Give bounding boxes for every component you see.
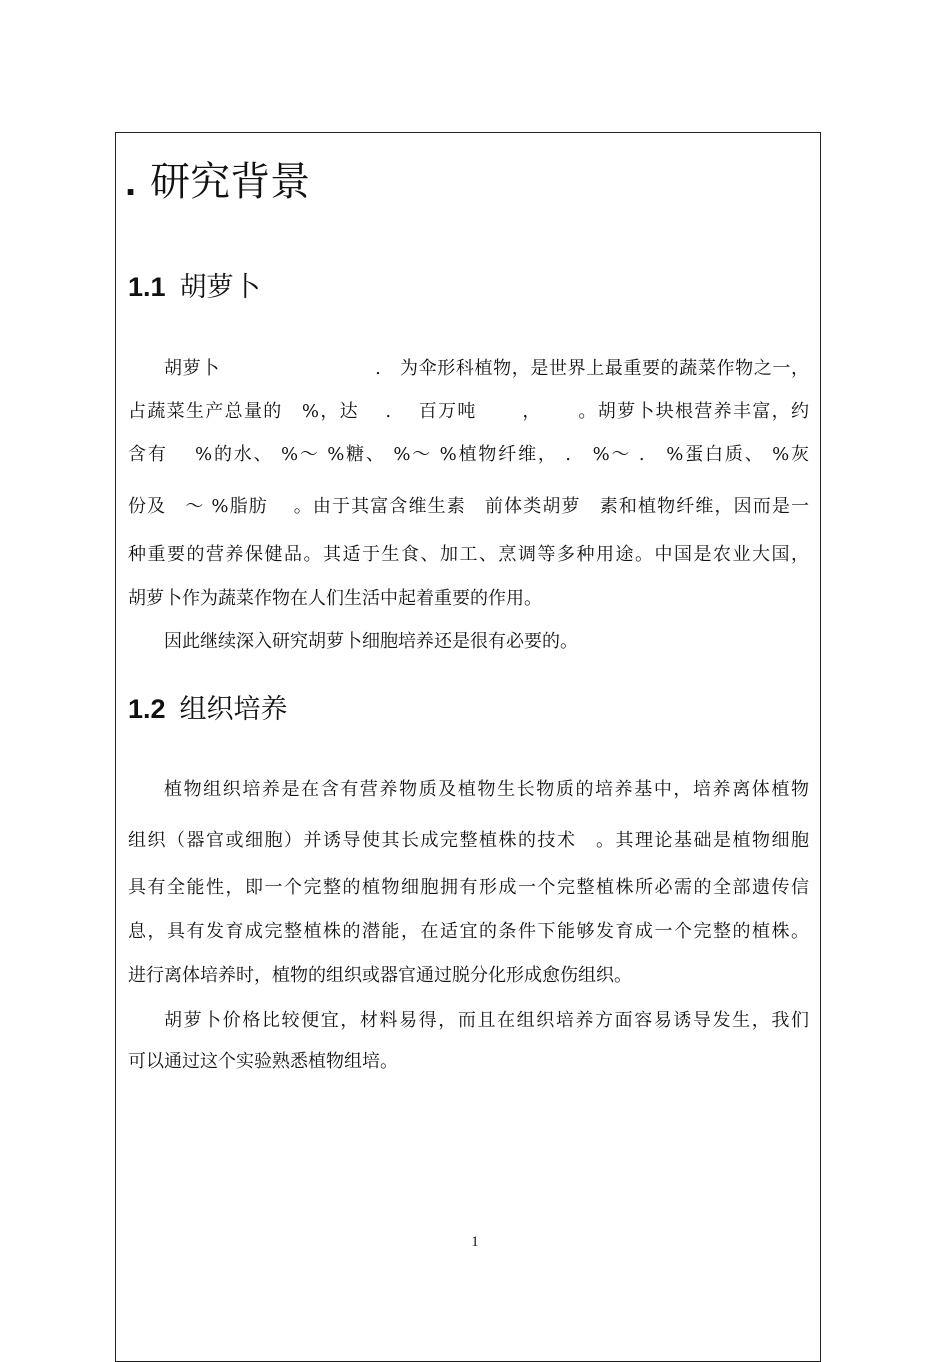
paragraph-line: 因此继续深入研究胡萝卜细胞培养还是很有必要的。 — [164, 631, 578, 652]
paragraph-line: 组织（器官或细胞）并诱导使其长成完整植株的技术 。其理论基础是植物细胞 — [128, 830, 809, 851]
paragraph-line: 可以通过这个实验熟悉植物组培。 — [128, 1051, 398, 1072]
paragraph-line: 具有全能性，即一个完整的植物细胞拥有形成一个完整植株所必需的全部遗传信 — [128, 877, 809, 898]
paragraph-line: 胡萝卜 . 为伞形科植物，是世界上最重要的蔬菜作物之一， — [164, 358, 809, 379]
chapter-heading — [125, 158, 310, 206]
chapter-marker: . — [125, 160, 137, 204]
paragraph-line: 种重要的营养保健品。其适于生食、加工、烹调等多种用途。中国是农业大国， — [128, 544, 809, 565]
paragraph-line: 进行离体培养时，植物的组织或器官通过脱分化形成愈伤组织。 — [128, 965, 632, 986]
section-title: 组织培养 — [179, 694, 288, 725]
section-number: 1.2 — [128, 694, 166, 724]
paragraph-line: 份及 ～ %脂肪 。由于其富含维生素 前体类胡萝 素和植物纤维，因而是一 — [128, 496, 809, 517]
paragraph-line: 植物组织培养是在含有营养物质及植物生长物质的培养基中，培养离体植物 — [164, 779, 809, 800]
paragraph-line: 含有 %的水、 %～ %糖、 %～ %植物纤维， . %～ . %蛋白质、 %灰 — [128, 444, 809, 465]
section-heading-carrot — [128, 270, 261, 305]
section-number: 1.1 — [128, 272, 166, 302]
paragraph-line: 胡萝卜价格比较便宜，材料易得，而且在组织培养方面容易诱导发生，我们 — [164, 1010, 809, 1031]
paragraph-line: 占蔬菜生产总量的 %，达 . 百万吨 ， 。胡萝卜块根营养丰富，约 — [128, 401, 809, 422]
paragraph-line: 胡萝卜作为蔬菜作物在人们生活中起着重要的作用。 — [128, 588, 542, 609]
paragraph-line: 息，具有发育成完整植株的潜能，在适宜的条件下能够发育成一个完整的植株。 — [128, 921, 809, 942]
section-heading-tissue-culture — [128, 692, 288, 727]
chapter-title: 研究背景 — [150, 159, 311, 205]
page-frame — [115, 132, 821, 1362]
section-title: 胡萝卜 — [179, 272, 261, 303]
page-number: 1 — [471, 1234, 479, 1250]
